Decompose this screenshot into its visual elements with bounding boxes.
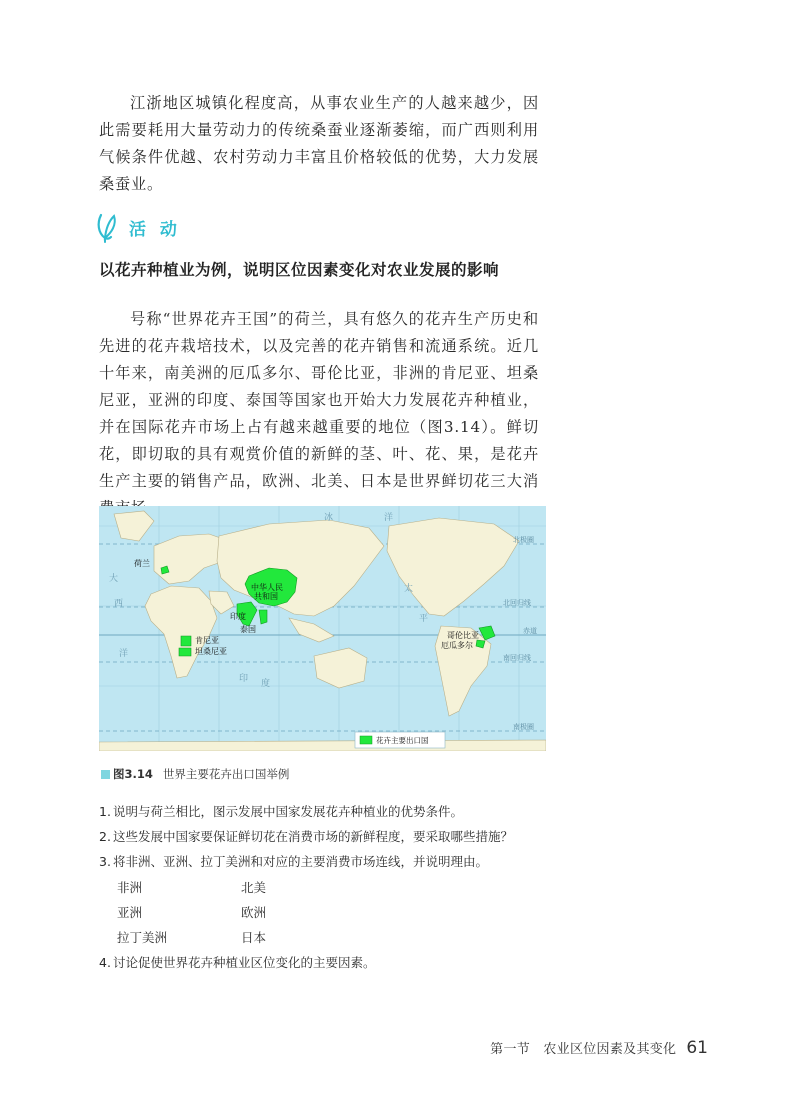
label-ocean-xi: 西 — [114, 599, 124, 609]
figure-caption — [101, 766, 289, 782]
tanzania-shape — [179, 648, 191, 656]
question-text: 说明与荷兰相比，图示发展中国家发展花卉种植业的优势条件。 — [113, 804, 464, 819]
question-number: 1. — [99, 804, 111, 819]
label-antarctic-circle: 南极圈 — [513, 723, 534, 731]
label-arctic-circle: 北极圈 — [513, 536, 534, 544]
label-india: 印度 — [230, 612, 246, 621]
match-left-africa: 非洲 — [117, 880, 143, 895]
label-china-1: 中华人民 — [251, 583, 283, 592]
question-3 — [99, 852, 488, 870]
section-heading: 以花卉种植业为例，说明区位因素变化对农业发展的影响 — [99, 261, 500, 279]
question-text: 讨论促使世界花卉种植业区位变化的主要因素。 — [113, 955, 376, 970]
label-netherlands: 荷兰 — [134, 559, 150, 568]
label-ocean-bing: 冰 — [324, 513, 334, 523]
question-text: 将非洲、亚洲、拉丁美洲和对应的主要消费市场连线，并说明理由。 — [113, 854, 489, 869]
label-china-2: 共和国 — [254, 592, 278, 601]
activity-title: 活 动 — [129, 219, 181, 240]
label-ocean-yang-1: 洋 — [384, 513, 394, 523]
question-1 — [99, 802, 463, 820]
label-ocean-da-1: 大 — [109, 574, 119, 584]
antarctica — [99, 740, 546, 751]
footer-section-title: 第一节 农业区位因素及其变化 — [490, 1042, 677, 1057]
label-tropic-cancer: 北回归线 — [503, 599, 531, 607]
body-paragraph: 号称“世界花卉王国”的荷兰，具有悠久的花卉生产历史和先进的花卉栽培技术，以及完善的花卉销售和流通系统。近几十年来，南美洲的厄瓜多尔、哥伦比亚，非洲的肯尼亚、坦桑尼亚，亚洲的印度、泰国等国家也开始大力发展花卉种植业，并在国际花卉市场上占有越来越重要的地位（图3.14）。鲜切花，即切取的具有观赏价值的新鲜的茎、叶、花、果，是花卉生产主要的销售产品，欧洲、北美、日本是世界鲜切花三大消 — [99, 310, 539, 490]
label-ecuador: 厄瓜多尔 — [441, 641, 473, 650]
intro-paragraph: 江浙地区城镇化程度高，从事农业生产的人越来越少，因此需要耗用大量劳动力的传统桑蚕业逐渐萎缩，而广西则利用气候条件优越、农村劳动力丰富且价格较低的优势，大力发展桑蚕业。 — [99, 94, 539, 193]
page-number: 61 — [686, 1038, 708, 1058]
match-right-europe: 欧洲 — [241, 905, 267, 920]
world-map-figure — [99, 506, 546, 751]
label-ocean-yin: 印 — [239, 674, 249, 684]
match-left-asia: 亚洲 — [117, 905, 143, 920]
label-ocean-tai: 太 — [404, 584, 414, 594]
match-left-latin-america: 拉丁美洲 — [117, 930, 168, 945]
caption-marker — [101, 770, 110, 779]
caption-number: 图3.14 — [113, 767, 153, 781]
label-ocean-du: 度 — [261, 679, 271, 689]
label-ocean-ping: 平 — [419, 614, 429, 624]
page-footer — [490, 1038, 708, 1058]
caption-text: 世界主要花卉出口国举例 — [162, 767, 290, 781]
question-number: 3. — [99, 854, 111, 869]
match-right-japan: 日本 — [241, 930, 267, 945]
map-legend-swatch — [360, 736, 372, 744]
activity-header — [95, 210, 181, 244]
label-tropic-capricorn: 南回归线 — [503, 654, 531, 662]
match-right-north-america: 北美 — [241, 880, 267, 895]
label-thailand: 泰国 — [240, 625, 256, 634]
label-equator: 赤道 — [523, 627, 537, 635]
label-colombia: 哥伦比亚 — [447, 631, 479, 640]
activity-leaf-icon — [95, 211, 121, 243]
world-map — [99, 506, 546, 751]
label-kenya: 肯尼亚 — [195, 636, 219, 645]
label-ocean-yang-2: 洋 — [119, 649, 129, 659]
label-tanzania: 坦桑尼亚 — [195, 647, 227, 656]
map-legend-label: 花卉主要出口国 — [376, 736, 429, 745]
question-2 — [99, 827, 513, 845]
kenya-shape — [181, 636, 191, 646]
question-text: 这些发展中国家要保证鲜切花在消费市场的新鲜程度，要采取哪些措施？ — [113, 829, 514, 844]
question-number: 2. — [99, 829, 111, 844]
question-number: 4. — [99, 955, 111, 970]
question-4 — [99, 953, 376, 971]
